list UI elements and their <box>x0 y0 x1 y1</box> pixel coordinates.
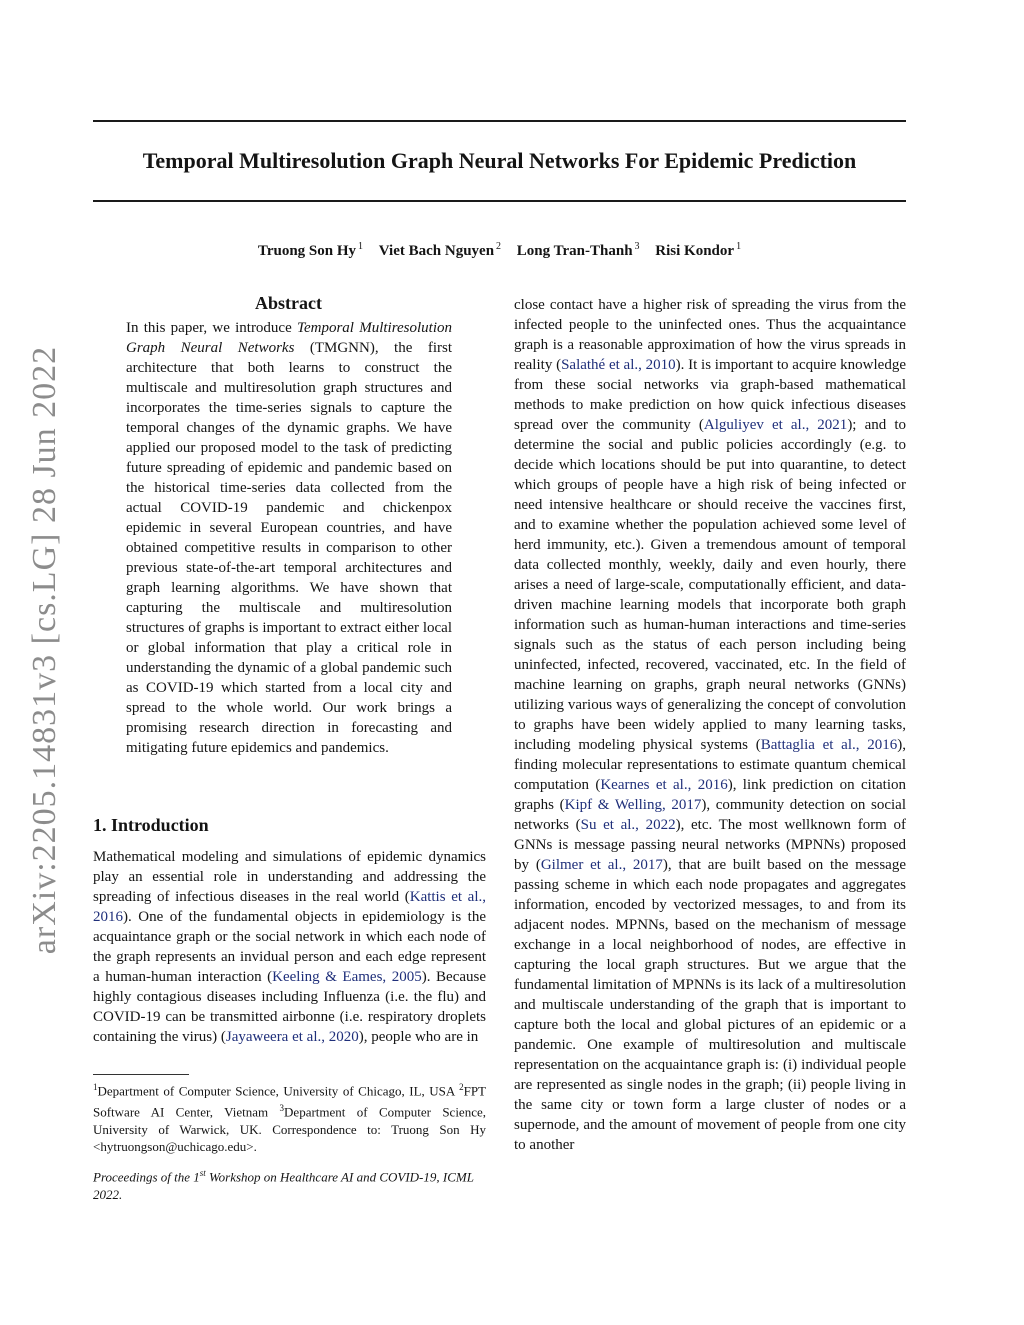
body-text: ), community detection on social networks ( <box>514 797 906 833</box>
author <box>517 243 640 259</box>
body-text: ). It is important to acquire knowledge from these social networks via graph-based mathematical methods to make prediction on how quick infectious diseases spread over the community ( <box>514 357 906 433</box>
author-affiliation: 3 <box>634 241 640 252</box>
body-text: ), finding molecular representations to estimate quantum chemical computation ( <box>514 737 906 793</box>
abstract-text: (TMGNN), the first architecture that both learns to construct the multiscale and multiresolution graph structures and incorporates the time-series signals to capture the temporal changes of the dynamic graphs. We have applied our proposed model to the task of predicting future spreading of epidemic and pandemic based on the historical time-series data collected from the actual COVID-19 pandemic and chickenpox epidemic in several European countries, and have obtained competitive results in comparison to other previous state-of-the-art temporal architectures and graph learning algorithms. We have shown that capturing the multiscale and multiresolution structures of graphs is important to extract either local or global information that play a critical role in understanding the dynamic of a global pandemic such as COVID-19 which started from a local city and spread to the whole world. Our work brings a promising research direction in forecasting and mitigating future epidemics and pandemics. <box>126 340 452 756</box>
body-text: ), that are built based on the message passing scheme in which each node propagates and aggregates information, encoded by vectorized messages, to and from its adjacent nodes. MPNNs, based on the mechanism of message exchange in a local neighborhood of nodes, are effective in capturing the local graph structures. But we argue that the fundamental limitation of MPNNs is its lack of a multiresolution and multiscale understanding of the graph that is important to capture both the local and global pictures of an epidemic or a pandemic. One example of multiresolution and multiscale representation on the acquaintance graph is: (i) individual people are represented as single nodes in the graph; (ii) people living in the same city or town form a large cluster of nodes or a supernode, and the amount of movement of people from one city to another <box>514 857 906 1153</box>
author-affiliation: 1 <box>736 241 742 252</box>
body-text: ). Because highly contagious diseases including Influenza (i.e. the flu) and COVID-19 can be transmitted airbonne (i.e. respiratory droplets containing the virus) ( <box>93 969 487 1045</box>
body-text: ), people who are in <box>358 1029 479 1045</box>
citation-link[interactable]: Jayaweera et al., 2020 <box>225 1029 359 1045</box>
section-heading-introduction: 1. Introduction <box>93 815 209 835</box>
abstract-heading: Abstract <box>255 293 322 313</box>
body-text: close contact have a higher risk of spreading the virus from the infected people to the uninfected ones. Thus the acquaintance graph is a reasonable approximation of how the virus spreads in reality ( <box>514 297 906 373</box>
footnote-marker: 1 <box>93 1082 98 1092</box>
affiliation-text: Department of Computer Science, University of Chicago, IL, USA <box>97 1083 460 1099</box>
citation-link[interactable]: Kearnes et al., 2016 <box>600 777 728 793</box>
citation-link[interactable]: Kattis et al., 2016 <box>93 889 487 925</box>
title-bottom-rule <box>93 200 906 202</box>
citation-link[interactable]: Keeling & Eames, 2005 <box>272 969 422 985</box>
proceedings-ordinal: st <box>199 1168 206 1178</box>
author-list <box>93 236 906 262</box>
citation-link[interactable]: Kipf & Welling, 2017 <box>564 797 702 813</box>
affiliations-footnote <box>93 1079 486 1156</box>
author <box>655 243 741 259</box>
author-name: Long Tran-Thanh <box>516 243 633 259</box>
author-name: Risi Kondor <box>655 243 735 259</box>
abstract-body <box>126 318 452 758</box>
author-affiliation: 2 <box>496 241 502 252</box>
author-name: Viet Bach Nguyen <box>378 243 495 259</box>
author <box>258 243 363 259</box>
footnote-marker: 3 <box>279 1102 285 1113</box>
footnote-marker: 2 <box>459 1082 464 1092</box>
proceedings-text: Workshop on Healthcare AI and COVID-19, ICML 2022. <box>93 1169 474 1202</box>
abstract-text: In this paper, we introduce <box>126 320 298 336</box>
author <box>379 243 501 259</box>
author-name: Truong Son Hy <box>257 243 357 259</box>
affiliation-text: Department of Computer Science, University of Warwick, UK. Correspondence to: Truong Son Hy <hytruongson@uchicago.edu>. <box>93 1104 486 1155</box>
body-text: ), link prediction on citation graphs ( <box>514 777 906 813</box>
paper-title: Temporal Multiresolution Graph Neural Networks For Epidemic Prediction <box>142 148 857 173</box>
proceedings-text: Proceedings of the 1 <box>93 1169 200 1185</box>
citation-link[interactable]: Gilmer et al., 2017 <box>540 857 663 873</box>
introduction-right-column <box>514 295 906 1155</box>
citation-link[interactable]: Salathé et al., 2010 <box>561 357 676 373</box>
citation-link[interactable]: Su et al., 2022 <box>580 817 676 833</box>
introduction-left-column <box>93 847 486 1047</box>
body-text: ); and to determine the social and public policies accordingly (e.g. to decide which locations should be put into quarantine, to detect which groups of people have a high risk of being infected or need intensive healthcare or should receive the vaccines first, and to examine whether the population achieved some level of herd immunity, etc.). Given a tremendous amount of temporal data collected monthly, weekly, daily and even hourly, there arises a need of large-scale, computationally efficient, and data-driven machine learning models that incorporate both graph information such as human-human interactions and time-series signals such as the status of each person including being uninfected, infected, recovered, vaccinated, etc. In the field of machine learning on graphs, graph neural networks (GNNs) utilizing various ways of generalizing the concept of convolution to graphs have been widely applied to many learning tasks, including modeling physical systems ( <box>514 417 906 753</box>
affiliation-text: FPT Software AI Center, Vietnam <box>93 1083 486 1120</box>
citation-link[interactable]: Alguliyev et al., 2021 <box>703 417 848 433</box>
author-affiliation: 1 <box>358 241 364 252</box>
top-rule <box>93 120 906 122</box>
model-name-emphasis: Temporal Multiresolution Graph Neural Networks <box>126 320 452 356</box>
arxiv-identifier-text: arXiv:2205.14831v3 [cs.LG] 28 Jun 2022 <box>26 345 63 955</box>
footnote-rule <box>93 1074 189 1075</box>
proceedings-note <box>93 1165 486 1203</box>
citation-link[interactable]: Battaglia et al., 2016 <box>760 737 898 753</box>
body-text: ), etc. The most wellknown form of GNNs is message passing neural networks (MPNNs) proposed by ( <box>514 817 906 873</box>
body-text: ). One of the fundamental objects in epidemiology is the acquaintance graph or the social network in which each node of the graph represents an invidual person and each edge represent a human-human interaction ( <box>93 909 486 985</box>
body-text: Mathematical modeling and simulations of epidemic dynamics play an essential role in understanding and addressing the spreading of infectious diseases in the real world ( <box>93 849 486 905</box>
